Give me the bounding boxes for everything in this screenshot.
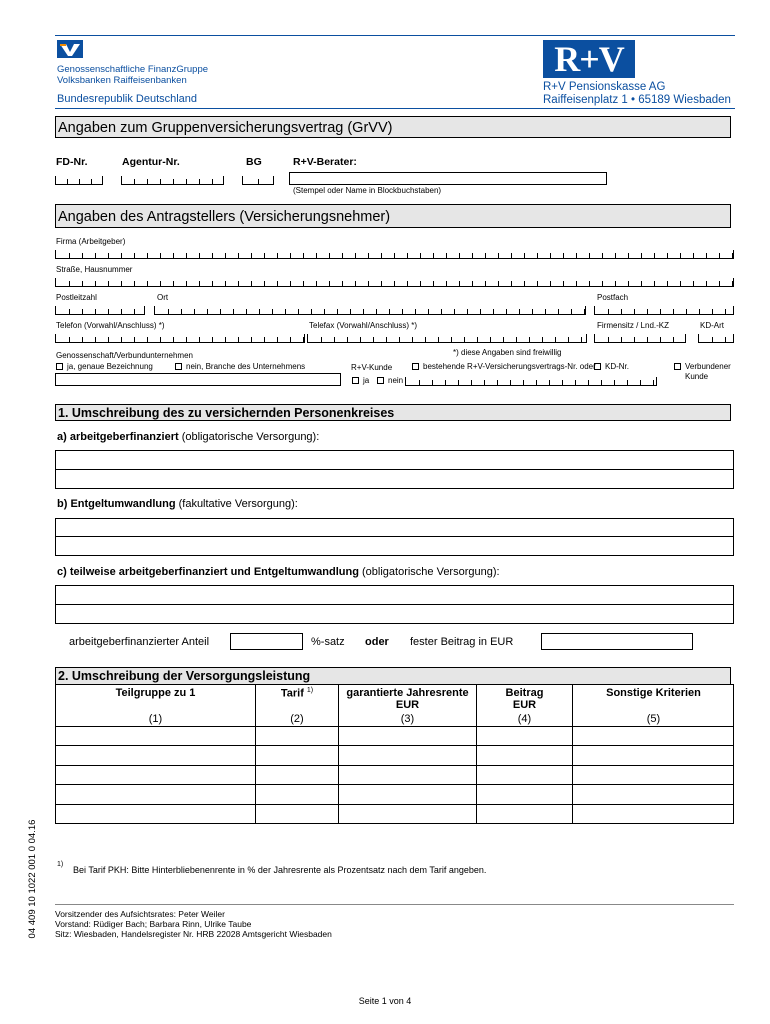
verbundener-checkbox[interactable] bbox=[674, 363, 681, 370]
col-num-1: (1) bbox=[148, 713, 163, 725]
rv-kunde-nein-option[interactable] bbox=[377, 376, 403, 385]
sec1-a-label bbox=[57, 431, 319, 443]
kdnr-option[interactable] bbox=[594, 362, 629, 371]
col-num-4: (4) bbox=[517, 713, 532, 725]
agentur-nr-label: Agentur-Nr. bbox=[122, 156, 180, 168]
ort-label: Ort bbox=[157, 293, 169, 302]
telefon-input[interactable] bbox=[55, 334, 305, 343]
sec1-c-rest: (obligatorische Versorgung): bbox=[358, 566, 500, 578]
vertrag-nr-input[interactable] bbox=[405, 377, 657, 386]
firma-input[interactable] bbox=[55, 250, 734, 259]
col-head-tarif bbox=[256, 687, 338, 700]
side-form-code: 04 409 10 1022 001 0 04.16 bbox=[27, 819, 38, 939]
sec1-b-label bbox=[57, 498, 298, 510]
kdart-label: KD-Art bbox=[700, 321, 724, 330]
kdart-input[interactable] bbox=[698, 334, 734, 343]
telefax-label: Telefax (Vorwahl/Anschluss) *) bbox=[309, 321, 418, 330]
header-top-rule bbox=[55, 35, 735, 36]
verbundener-text: Verbundener bbox=[685, 362, 731, 371]
sec1-b-rest: (fakultative Versorgung): bbox=[175, 498, 298, 510]
firmensitz-input[interactable] bbox=[594, 334, 686, 343]
berater-label: R+V-Berater: bbox=[293, 156, 357, 168]
nein-branche-checkbox[interactable] bbox=[175, 363, 182, 370]
sec1-b-input[interactable] bbox=[55, 518, 734, 556]
rv-kunde-label: R+V-Kunde bbox=[351, 363, 393, 372]
footer-rule bbox=[55, 904, 734, 905]
rv-logo-text: R+V bbox=[554, 39, 624, 79]
fd-nr-label: FD-Nr. bbox=[56, 156, 88, 168]
col-head-tarif-text: Tarif bbox=[280, 687, 304, 700]
page-number: Seite 1 von 4 bbox=[358, 996, 412, 1006]
agentur-nr-input[interactable] bbox=[121, 176, 224, 185]
rv-kunde-ja-option[interactable] bbox=[352, 376, 369, 385]
region-label: Bundesrepublik Deutschland bbox=[57, 93, 198, 105]
bestehende-option[interactable] bbox=[412, 362, 596, 371]
firma-label: Firma (Arbeitgeber) bbox=[56, 237, 126, 246]
anteil-input[interactable] bbox=[230, 633, 303, 650]
bg-input[interactable] bbox=[242, 176, 274, 185]
kunde-text: Kunde bbox=[685, 372, 709, 381]
footer-vorstand: Vorstand: Rüdiger Bach; Barbara Rinn, Ulrike Taube bbox=[55, 919, 252, 929]
genossenschaft-label: Genossenschaft/Verbundunternehmen bbox=[56, 351, 193, 360]
col-head-teilgruppe: Teilgruppe zu 1 bbox=[115, 687, 196, 699]
bg-label: BG bbox=[246, 156, 262, 168]
rv-kunde-nein-checkbox[interactable] bbox=[377, 377, 384, 384]
col-head-jahresrente: garantierte Jahresrente EUR bbox=[346, 687, 469, 711]
footer-legal bbox=[55, 909, 332, 939]
sec1-a-rest: (obligatorische Versorgung): bbox=[178, 431, 320, 443]
kdnr-checkbox[interactable] bbox=[594, 363, 601, 370]
rv-logo bbox=[543, 40, 635, 78]
col-head-tarif-sup: 1) bbox=[306, 687, 314, 694]
vr-group-name bbox=[57, 64, 208, 86]
sec1-c-input[interactable] bbox=[55, 585, 734, 624]
col-num-2: (2) bbox=[290, 713, 304, 725]
telefax-input[interactable] bbox=[307, 334, 587, 343]
footnote-mark: 1) bbox=[57, 861, 64, 868]
rv-kunde-ja-checkbox[interactable] bbox=[352, 377, 359, 384]
footnote-text: Bei Tarif PKH: Bitte Hinterbliebenenrente in % der Jahresrente als Prozentsatz nach dem Tarif angeben. bbox=[73, 865, 487, 875]
sec1-b-bold: b) Entgeltumwandlung bbox=[57, 498, 176, 510]
col-num-5: (5) bbox=[646, 713, 661, 725]
bestehende-checkbox[interactable] bbox=[412, 363, 419, 370]
strasse-input[interactable] bbox=[55, 278, 734, 287]
strasse-label: Straße, Hausnummer bbox=[56, 265, 133, 274]
col-num-3: (3) bbox=[400, 713, 415, 725]
anteil-label: arbeitgeberfinanzierter Anteil bbox=[69, 636, 210, 648]
header-bottom-rule bbox=[55, 108, 735, 109]
grvv-title: Angaben zum Gruppenversicherungsvertrag (GrVV) bbox=[55, 116, 731, 138]
plz-input[interactable] bbox=[55, 306, 145, 315]
satz-label: %-satz bbox=[311, 636, 345, 648]
fd-nr-input[interactable] bbox=[55, 176, 103, 185]
telefon-label: Telefon (Vorwahl/Anschluss) *) bbox=[56, 321, 165, 330]
footer-sitz: Sitz: Wiesbaden, Handelsregister Nr. HRB 22028 Amtsgericht Wiesbaden bbox=[55, 929, 332, 939]
company-address: Raiffeisenplatz 1 • 65189 Wiesbaden bbox=[543, 94, 731, 106]
vr-line1: Genossenschaftliche FinanzGruppe bbox=[57, 64, 209, 75]
footer-aufsichtsrat: Vorsitzender des Aufsichtsrates: Peter Weiler bbox=[55, 909, 225, 919]
postfach-input[interactable] bbox=[594, 306, 734, 315]
berater-input[interactable] bbox=[289, 172, 607, 185]
vr-logo bbox=[57, 40, 83, 58]
bestehende-text: bestehende R+V-Versicherungsvertrags-Nr. oder bbox=[423, 362, 596, 371]
sec2-title: 2. Umschreibung der Versorgungsleistung bbox=[55, 667, 731, 684]
ort-input[interactable] bbox=[154, 306, 586, 315]
fester-label: fester Beitrag in EUR bbox=[410, 636, 514, 648]
antrag-title: Angaben des Antragstellers (Versicherungsnehmer) bbox=[55, 204, 731, 228]
stempel-hint: (Stempel oder Name in Blockbuchstaben) bbox=[293, 186, 442, 195]
vr-line2: Volksbanken Raiffeisenbanken bbox=[57, 75, 187, 86]
nein-branche-text: nein, Branche des Unternehmens bbox=[186, 362, 306, 371]
fester-input[interactable] bbox=[541, 633, 693, 650]
rv-kunde-ja-text: ja bbox=[363, 376, 370, 385]
genossenschaft-input[interactable] bbox=[55, 373, 341, 386]
col-head-sonstige: Sonstige Kriterien bbox=[606, 687, 701, 699]
rv-kunde-nein-text: nein bbox=[388, 376, 404, 385]
firmensitz-label: Firmensitz / Lnd.-KZ bbox=[597, 321, 670, 330]
plz-label: Postleitzahl bbox=[56, 293, 97, 302]
ja-bez-checkbox[interactable] bbox=[56, 363, 63, 370]
oder-label: oder bbox=[365, 636, 389, 648]
company-name: R+V Pensionskasse AG bbox=[543, 81, 666, 93]
company-block bbox=[543, 81, 731, 107]
kdnr-text: KD-Nr. bbox=[605, 362, 629, 371]
postfach-label: Postfach bbox=[597, 293, 629, 302]
freiwillig-note: *) diese Angaben sind freiwillig bbox=[453, 348, 562, 357]
ja-bez-text: ja, genaue Bezeichnung bbox=[67, 362, 153, 371]
sec1-c-label bbox=[57, 566, 500, 578]
nein-branche-option[interactable] bbox=[175, 362, 305, 371]
sec1-a-input[interactable] bbox=[55, 450, 734, 489]
col-head-beitrag: Beitrag EUR bbox=[505, 687, 544, 711]
sec2-table-body[interactable] bbox=[55, 726, 734, 824]
verbundener-option[interactable] bbox=[674, 362, 731, 382]
sec1-title: 1. Umschreibung des zu versichernden Personenkreises bbox=[55, 404, 731, 421]
sec1-a-bold: a) arbeitgeberfinanziert bbox=[57, 431, 179, 443]
sec1-c-bold: c) teilweise arbeitgeberfinanziert und Entgeltumwandlung bbox=[57, 566, 359, 578]
ja-bez-option[interactable] bbox=[56, 362, 153, 371]
